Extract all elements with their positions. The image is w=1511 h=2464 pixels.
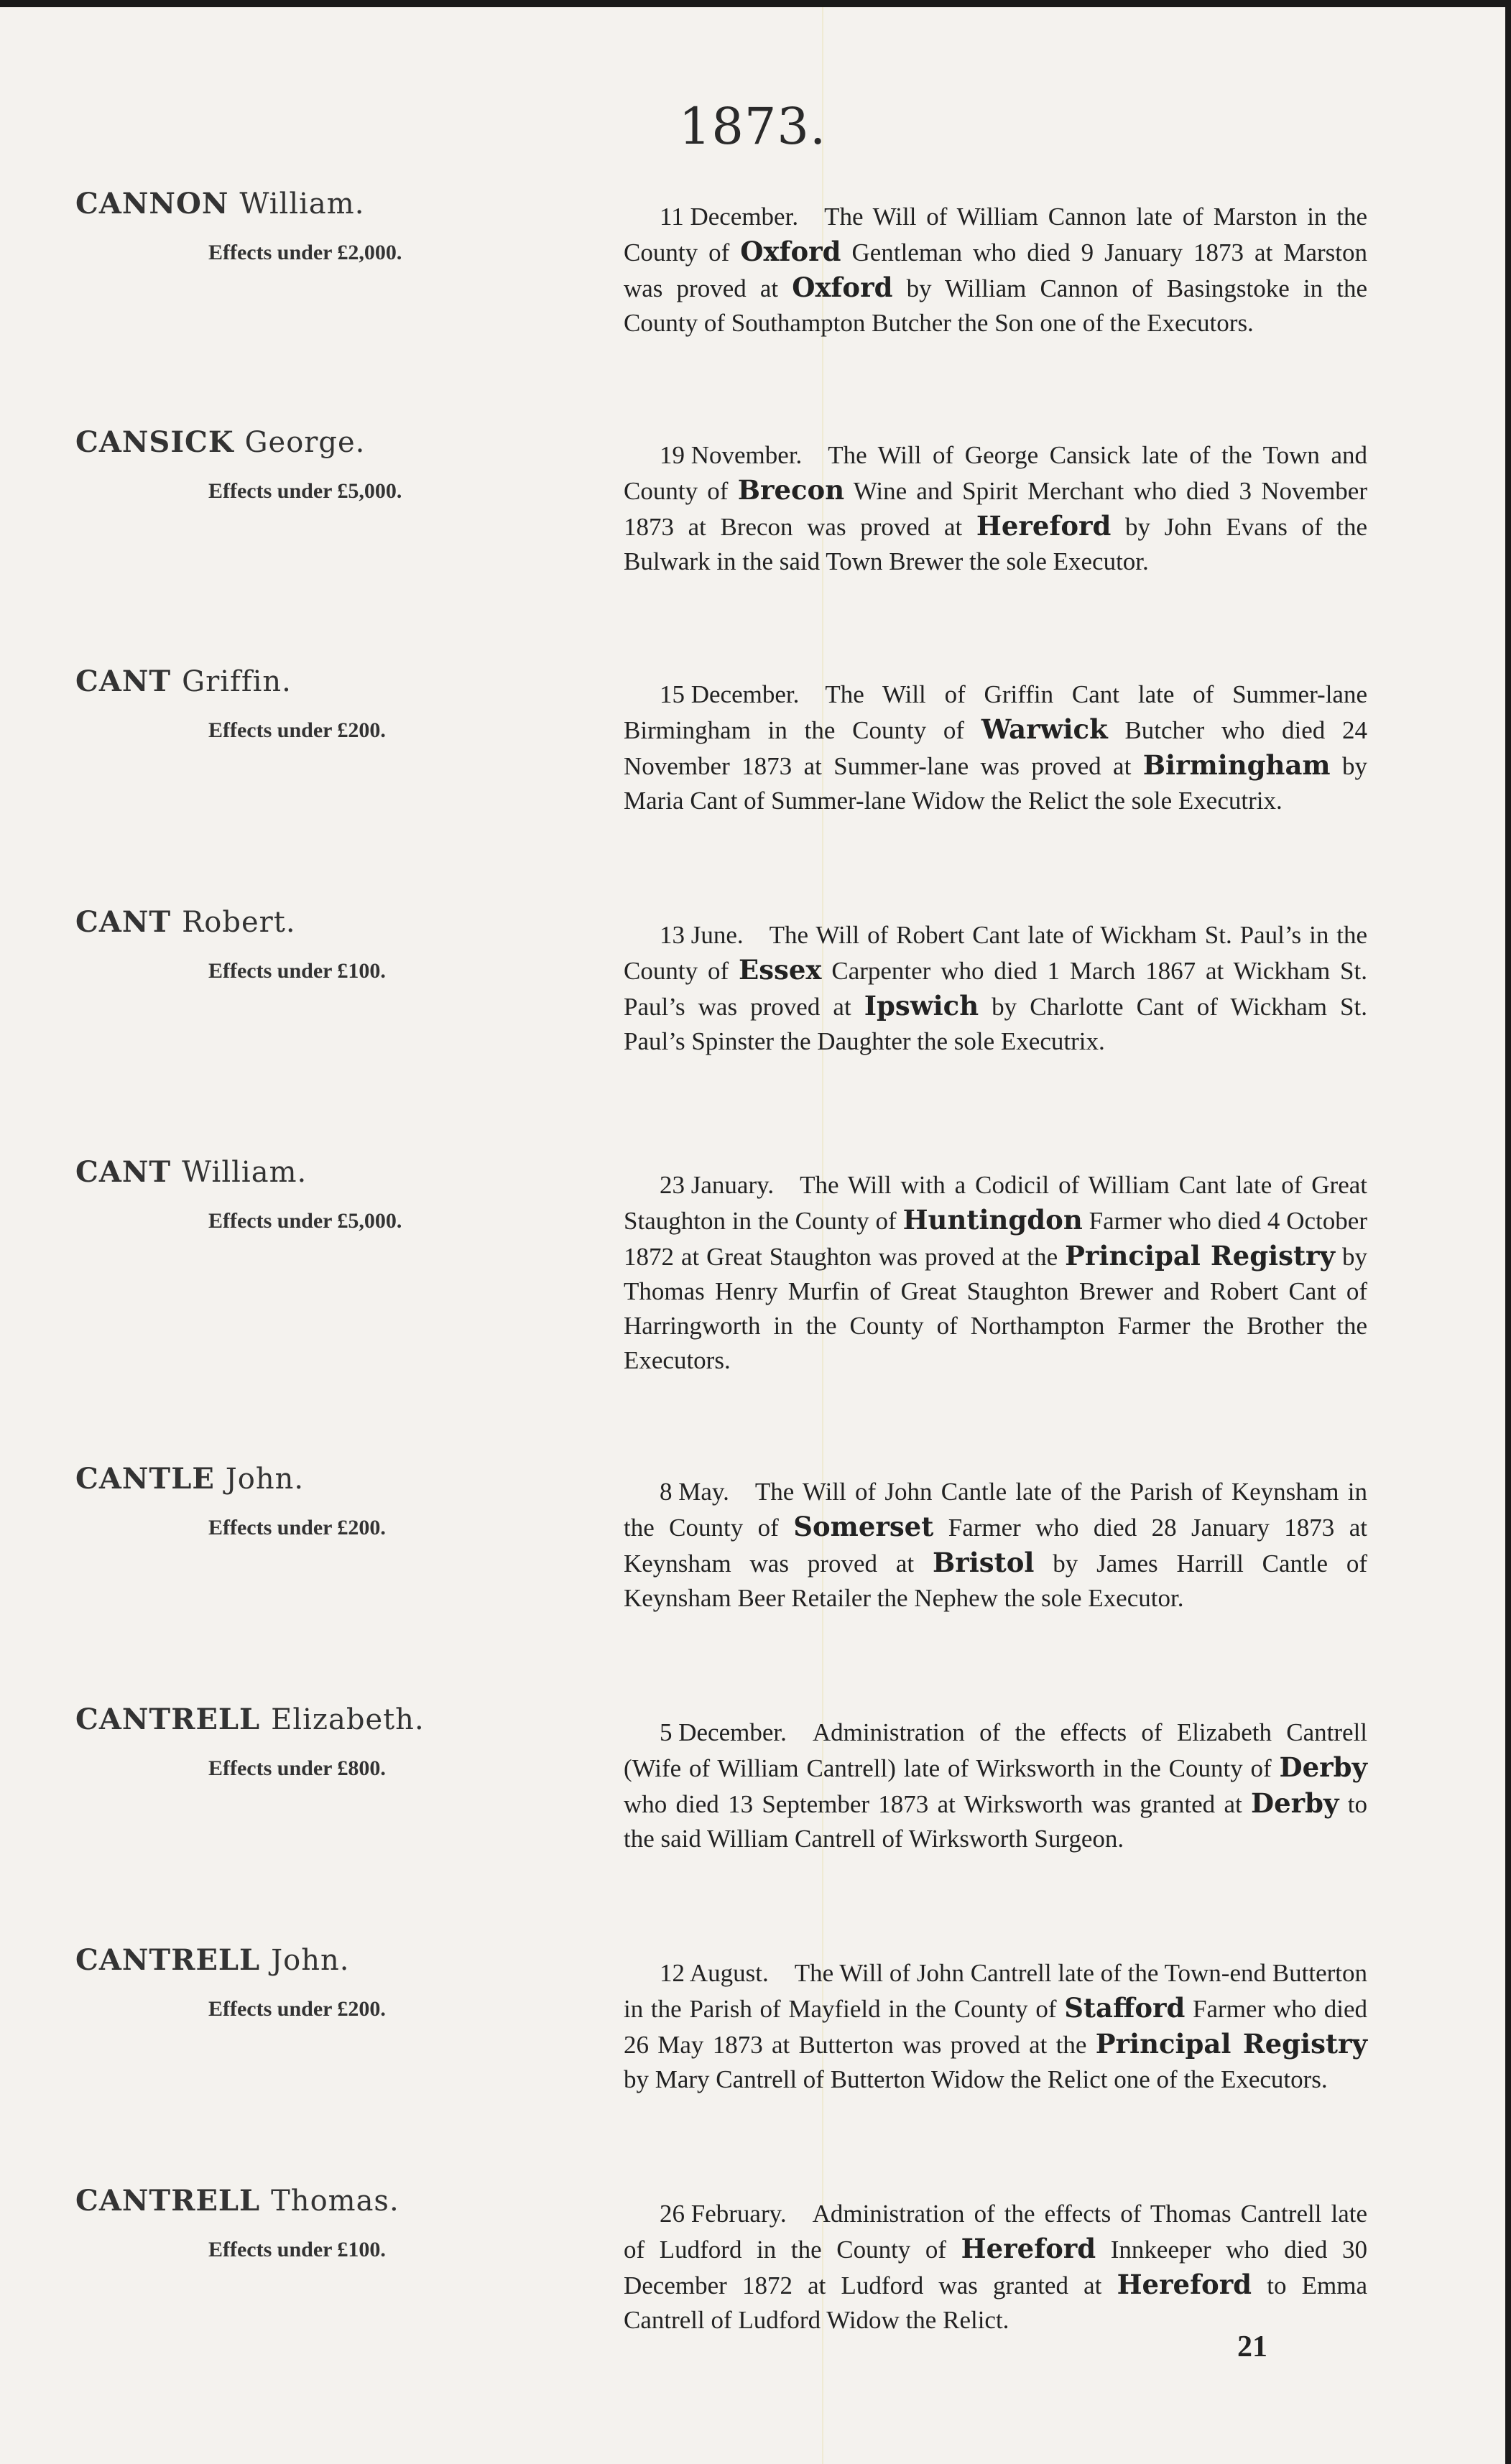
entry-date: 8 May. bbox=[660, 1478, 729, 1506]
entry-given-name: John. bbox=[271, 1944, 350, 1977]
entry-given-name: Elizabeth. bbox=[271, 1703, 425, 1736]
entry-name bbox=[75, 2184, 399, 2218]
entry-text bbox=[624, 1475, 1367, 1616]
entry-place: Birmingham bbox=[1142, 749, 1331, 781]
entry-text-segment: Administration of the effects of Elizabeth Cantrell (Wife of William Cantrell) late of Wirksworth in the County of bbox=[624, 1718, 1367, 1782]
entry-text-segment: Gentleman who died 9 January 1873 at Marston was proved at bbox=[624, 238, 1367, 302]
entry-surname: CANNON bbox=[75, 187, 229, 221]
entry-effects: Effects under £200. bbox=[208, 1997, 386, 2021]
entry-text-segment: by Charlotte Cant of Wickham St. Paul’s Spinster the Daughter the sole Executrix. bbox=[624, 993, 1367, 1055]
entry-place: Principal Registry bbox=[1095, 2028, 1367, 2060]
entry-surname: CANT bbox=[75, 664, 172, 698]
entry-place: Derby bbox=[1279, 1751, 1367, 1783]
entry-place: Warwick bbox=[981, 713, 1108, 745]
page-year-heading: 1873. bbox=[678, 97, 827, 156]
entry-date: 5 December. bbox=[660, 1718, 787, 1746]
entry-text bbox=[624, 1956, 1367, 2097]
entry-date: 12 August. bbox=[660, 1959, 769, 1987]
entry-date: 19 November. bbox=[660, 441, 803, 469]
entry-given-name: Robert. bbox=[182, 906, 296, 939]
entry-text-segment: Butcher who died 24 November 1873 at Summer-lane was proved at bbox=[624, 716, 1367, 780]
entry-text-segment: The Will of Griffin Cant late of Summer-lane Birmingham in the County of bbox=[624, 680, 1367, 744]
entry-place: Stafford bbox=[1064, 1992, 1186, 2024]
entry-text-segment: The Will with a Codicil of William Cant late of Great Staughton in the County of bbox=[624, 1171, 1367, 1235]
entry-text-segment: The Will of Robert Cant late of Wickham St. Paul’s in the County of bbox=[624, 921, 1367, 985]
entry-date: 26 February. bbox=[660, 2200, 787, 2228]
entry-place: Derby bbox=[1251, 1787, 1339, 1819]
entry-text-segment: to Emma Cantrell of Ludford Widow the Relict. bbox=[624, 2271, 1367, 2334]
entry-text-segment: to the said William Cantrell of Wirksworth Surgeon. bbox=[624, 1790, 1367, 1853]
entry-text bbox=[624, 1168, 1367, 1378]
entry-text bbox=[624, 918, 1367, 1059]
entry-effects: Effects under £200. bbox=[208, 718, 386, 742]
entry-text bbox=[624, 677, 1367, 818]
entry-text-segment: The Will of John Cantle late of the Parish of Keynsham in the County of bbox=[624, 1478, 1367, 1542]
entry-text-segment: Carpenter who died 1 March 1867 at Wickham St. Paul’s was proved at bbox=[624, 957, 1367, 1021]
entry-place: Oxford bbox=[740, 236, 841, 267]
entry-text-segment: The Will of John Cantrell late of the Town-end Butterton in the Parish of Mayfield in the County of bbox=[624, 1959, 1367, 2023]
entry-effects: Effects under £5,000. bbox=[208, 479, 402, 503]
entry-given-name: Thomas. bbox=[271, 2185, 399, 2218]
entry-effects: Effects under £100. bbox=[208, 2238, 386, 2261]
entry-surname: CANT bbox=[75, 1155, 172, 1189]
entry-surname: CANTRELL bbox=[75, 1943, 261, 1977]
entry-surname: CANTRELL bbox=[75, 1703, 261, 1736]
entry-place: Hereford bbox=[976, 510, 1112, 542]
entry-name bbox=[75, 1462, 304, 1496]
entry-name bbox=[75, 1155, 307, 1189]
entry-surname: CANTLE bbox=[75, 1462, 215, 1496]
entry-place: Ipswich bbox=[864, 990, 979, 1022]
entry-place: Bristol bbox=[932, 1547, 1035, 1578]
entry-text bbox=[624, 1715, 1367, 1856]
entry-place: Essex bbox=[739, 954, 822, 986]
entry-effects: Effects under £5,000. bbox=[208, 1209, 402, 1233]
entry-text-segment: by James Harrill Cantle of Keynsham Beer Retailer the Nephew the sole Executor. bbox=[624, 1550, 1367, 1612]
entry-text bbox=[624, 438, 1367, 579]
entry-effects: Effects under £800. bbox=[208, 1756, 386, 1780]
entry-text-segment: Farmer who died 26 May 1873 at Butterton was proved at the bbox=[624, 1995, 1368, 2059]
entry-text-segment: The Will of George Cansick late of the Town and County of bbox=[624, 441, 1367, 505]
entry-name bbox=[75, 425, 365, 459]
entry-place: Oxford bbox=[792, 272, 893, 303]
entry-given-name: George. bbox=[244, 426, 366, 459]
entry-text-segment: The Will of William Cannon late of Marston in the County of bbox=[624, 203, 1367, 267]
entry-effects: Effects under £100. bbox=[208, 959, 386, 983]
entry-effects: Effects under £2,000. bbox=[208, 241, 402, 264]
entry-name bbox=[75, 905, 296, 939]
entry-surname: CANSICK bbox=[75, 425, 234, 459]
entry-text-segment: Farmer who died 4 October 1872 at Great Staughton was proved at the bbox=[624, 1207, 1367, 1271]
entry-text-segment: by John Evans of the Bulwark in the said Town Brewer the sole Executor. bbox=[624, 513, 1367, 575]
entry-name bbox=[75, 187, 364, 221]
entry-place: Huntingdon bbox=[902, 1204, 1083, 1236]
entry-text-segment: by Maria Cant of Summer-lane Widow the Relict the sole Executrix. bbox=[624, 752, 1368, 815]
entry-effects: Effects under £200. bbox=[208, 1516, 386, 1539]
entry-given-name: William. bbox=[239, 187, 365, 221]
entry-text-segment: by Thomas Henry Murfin of Great Staughton Brewer and Robert Cant of Harringworth in the County of Northampton Farmer the Brother the Executors. bbox=[624, 1243, 1368, 1374]
entry-given-name: John. bbox=[225, 1463, 305, 1496]
entry-place: Brecon bbox=[737, 474, 845, 506]
entry-text-segment: Innkeeper who died 30 December 1872 at Ludford was granted at bbox=[624, 2236, 1367, 2299]
entry-date: 13 June. bbox=[660, 921, 744, 949]
entry-date: 11 December. bbox=[660, 203, 799, 231]
entry-name bbox=[75, 1703, 425, 1736]
entry-given-name: William. bbox=[182, 1156, 308, 1189]
entry-place: Hereford bbox=[961, 2233, 1096, 2264]
entry-date: 23 January. bbox=[660, 1171, 775, 1199]
page-number: 21 bbox=[1237, 2330, 1267, 2363]
entry-text-segment: by Mary Cantrell of Butterton Widow the Relict one of the Executors. bbox=[624, 2065, 1328, 2093]
entry-name bbox=[75, 1943, 349, 1977]
entry-place: Hereford bbox=[1117, 2269, 1252, 2300]
register-page bbox=[0, 7, 1505, 2464]
entry-place: Principal Registry bbox=[1065, 1240, 1336, 1272]
entry-date: 15 December. bbox=[660, 680, 800, 708]
entry-text bbox=[624, 2197, 1367, 2338]
entry-text-segment: Wine and Spirit Merchant who died 3 November 1873 at Brecon was proved at bbox=[624, 477, 1367, 541]
entry-surname: CANT bbox=[75, 905, 172, 939]
entry-given-name: Griffin. bbox=[182, 665, 292, 698]
entry-surname: CANTRELL bbox=[75, 2184, 261, 2218]
entry-name bbox=[75, 664, 292, 698]
entry-text-segment: who died 13 September 1873 at Wirksworth was granted at bbox=[624, 1790, 1251, 1818]
entry-text bbox=[624, 200, 1367, 341]
entry-text-segment: Farmer who died 28 January 1873 at Keynsham was proved at bbox=[624, 1514, 1367, 1578]
entry-text-segment: Administration of the effects of Thomas Cantrell late of Ludford in the County of bbox=[624, 2200, 1367, 2264]
entry-place: Somerset bbox=[793, 1511, 934, 1542]
entry-text-segment: by William Cannon of Basingstoke in the County of Southampton Butcher the Son one of the Executors. bbox=[624, 274, 1368, 337]
